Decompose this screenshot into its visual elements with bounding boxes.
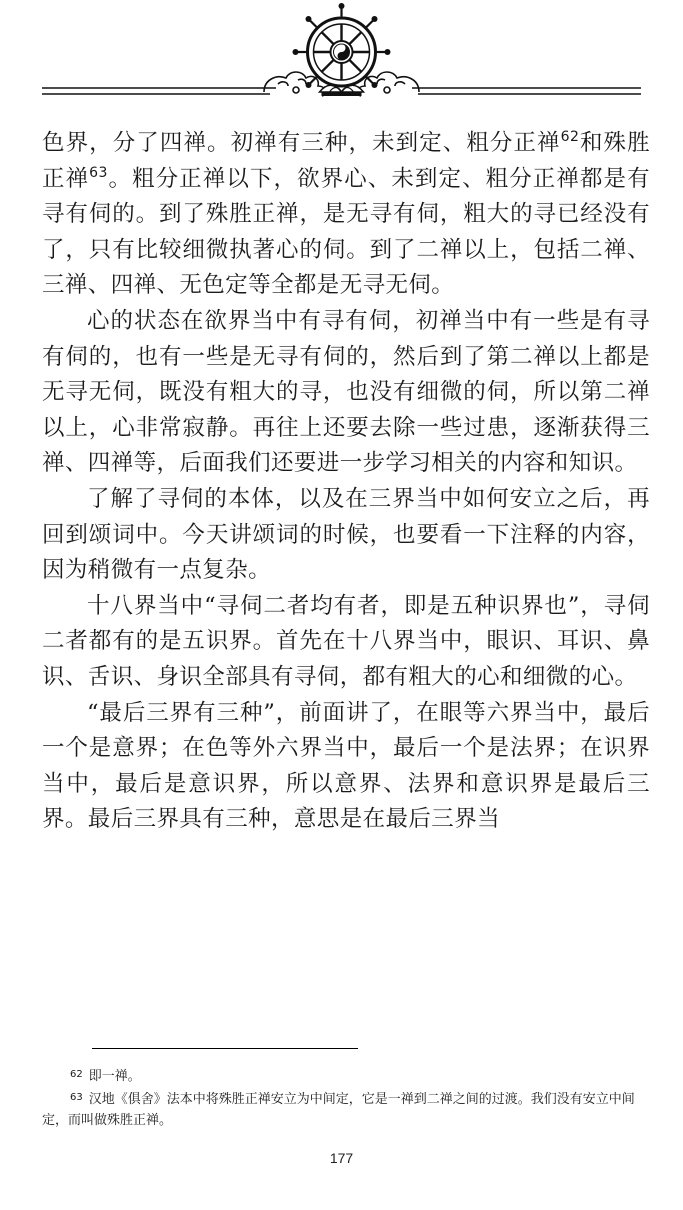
footnote-text: 汉地《俱舍》法本中将殊胜正禅安立为中间定，它是一禅到二禅之间的过渡。我们没有安立中间定，而叫做殊胜正禅。	[42, 1092, 635, 1128]
page-header-ornament	[0, 0, 683, 110]
footnote-63	[42, 1087, 650, 1131]
footnotes	[42, 1064, 650, 1131]
paragraph-5: “最后三界有三种”，前面讲了，在眼等六界当中，最后一个是意界；在色等外六界当中，最后一个是法界；在识界当中，最后是意识界，所以意界、法界和意识界是最后三界。最后三界具有三种，意思是在最后三界当	[42, 699, 650, 833]
footnote-62	[42, 1064, 650, 1087]
footnote-number: 63	[70, 1092, 83, 1103]
footnote-ref-63[interactable]: 63	[89, 164, 108, 181]
footnote-divider	[92, 1048, 358, 1049]
paragraph-3: 了解了寻伺的本体，以及在三界当中如何安立之后，再回到颂词中。今天讲颂词的时候，也要看一下注释的内容，因为稍微有一点复杂。	[42, 485, 650, 584]
footnote-number: 62	[70, 1069, 83, 1080]
paragraph-2: 心的状态在欲界当中有寻有伺，初禅当中有一些是有寻有伺的，也有一些是无寻有伺的，然后到了第二禅以上都是无寻无伺，既没有粗大的寻，也没有细微的伺，所以第二禅以上，心非常寂静。再往上还要去除一些过患，逐渐获得三禅、四禅等，后面我们还要进一步学习相关的内容和知识。	[42, 307, 650, 477]
dharma-wheel-icon	[0, 0, 683, 110]
footnote-text: 即一禅。	[88, 1069, 141, 1084]
footnote-ref-62[interactable]: 62	[560, 129, 580, 145]
body-text	[42, 126, 650, 838]
paragraph-4: 十八界当中“寻伺二者均有者，即是五种识界也”，寻伺二者都有的是五识界。首先在十八界当中，眼识、耳识、鼻识、舌识、身识全部具有寻伺，都有粗大的心和细微的心。	[42, 592, 650, 690]
page-number: 177	[329, 1150, 354, 1166]
paragraph-1: 色界，分了四禅。初禅有三种，未到定、粗分正禅$^{62}$和殊胜正禅$^{63}$。粗分正禅以下，欲界心、未到定、粗分正禅都是有寻有伺的。到了殊胜正禅，是无寻有伺，粗大的寻已经没有了，只有比较细微执著心的伺。到了二禅以上，包括二禅、三禅、四禅、无色定等全都是无寻无伺。	[42, 129, 650, 299]
